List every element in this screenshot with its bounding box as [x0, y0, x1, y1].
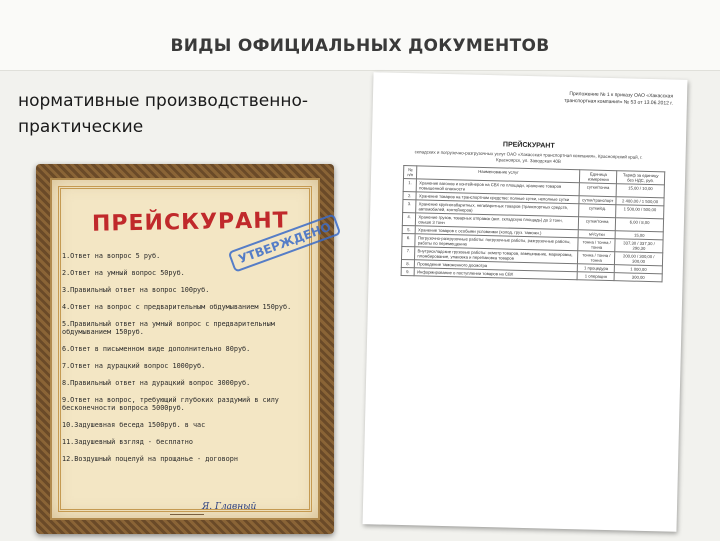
table-cell: м²/сутки: [578, 230, 615, 239]
table-cell: 4.: [402, 212, 416, 225]
table-cell: 15,00 / 10,00: [616, 184, 664, 198]
tariff-table: [401, 165, 666, 282]
table-cell: 15,00: [615, 231, 663, 240]
table-cell: Хранение вагонов и контейнеров на СВХ по площади, хранение товаров повышенной опасности: [417, 179, 580, 196]
table-cell: 1 процедура: [578, 264, 615, 273]
official-document-image: [363, 72, 688, 532]
table-cell: Хранение товаров с особыми условиями (холод, груз. таможн.): [415, 226, 578, 238]
table-cell: сутки/тонна: [579, 217, 616, 231]
price-list-item: 1.Ответ на вопрос 5 руб.: [62, 252, 161, 260]
table-cell: 1.: [403, 178, 417, 191]
table-cell: тонна / тонна / тонна: [578, 238, 615, 252]
table-cell: 6.: [402, 233, 416, 246]
table-cell: 8.: [401, 259, 415, 267]
price-list-item: 10.Задушевная беседа 1500руб. в час: [62, 421, 206, 429]
price-list-item: 7.Ответ на дурацкий вопрос 1000руб.: [62, 362, 206, 370]
table-cell: Информирование о поступлении товаров на СВХ: [414, 268, 577, 280]
price-list-item: 3.Правильный ответ на вопрос 100руб.: [62, 286, 210, 294]
appendix-note: Приложение № 1 к приказу ОАО «Хакасская транспортная компания» № 53 от 13.06.2012 г.: [564, 91, 674, 107]
document-subtitle: складских и погрузочно-разгрузочных услуг ОАО «Хакасская транспортная компания», Красноярский край, г. Красноярск, ул. Заводская 40В: [414, 149, 643, 164]
table-cell: 6,00 / 8,00: [615, 218, 663, 232]
price-list-image: [36, 164, 334, 534]
table-cell: 1 500,00 / 500,00: [616, 205, 664, 219]
price-list-item: 11.Задушевный взгляд - бесплатно: [62, 438, 193, 446]
price-list-title: ПРЕЙСКУРАНТ: [91, 208, 289, 237]
table-header-cell: № п/п: [403, 165, 417, 178]
price-list-item: 12.Воздушный поцелуй на прощанье - договорн: [62, 455, 238, 463]
price-list-items: [62, 252, 312, 472]
table-cell: Хранение грузов, товарных отправок (вкл. складскую площадь) до 3 тонн, свыше 3 тонн: [416, 213, 579, 230]
table-body: [401, 178, 664, 281]
table-cell: Проведение таможенного досмотра: [415, 260, 578, 272]
table-cell: Внутрискладские грузовые работы: осмотр товаров, взвешивание, маркировка, пломбирование, упаковка и перепаковка товаров: [415, 247, 578, 264]
table-cell: 3.: [403, 199, 417, 212]
table-cell: сутки/тонна: [579, 183, 616, 197]
table-header-cell: Тариф за единицу без НДС, руб.: [617, 171, 665, 185]
slide-subtitle: нормативные производственно-практические: [18, 91, 308, 137]
table-header-cell: Единица измерения: [580, 170, 617, 184]
document-title: ПРЕЙСКУРАНТ: [502, 141, 555, 150]
table-cell: 7.: [402, 246, 416, 259]
table-cell: сутки/транспорт: [579, 196, 616, 205]
table-cell: 1 000,00: [614, 265, 662, 274]
table-cell: 337,30 / 337,30 / 290,30: [615, 239, 663, 253]
table-cell: Хранение товаров на транспортном средстве: полные сутки, неполные сутки: [416, 192, 579, 204]
price-list-item: 2.Ответ на умный вопрос 50руб.: [62, 269, 185, 277]
signature-line: [170, 514, 204, 523]
table-cell: 5.: [402, 225, 416, 233]
table-header-cell: Наименование услуг: [417, 166, 580, 183]
signature: Я. Главный: [202, 502, 257, 512]
table-cell: 1 операция: [577, 272, 614, 281]
price-list-item: 8.Правильный ответ на дурацкий вопрос 3000руб.: [62, 379, 251, 387]
table-cell: 300,00: [614, 273, 662, 282]
price-list-sheet: [50, 178, 333, 520]
table-cell: Хранение крупногабаритных, негабаритных товаров (транспортных средств, автомобилей, контейнеров): [416, 200, 579, 217]
table-cell: 2 400,00 / 1 500,00: [616, 197, 664, 206]
table-cell: сутки/ед.: [579, 204, 616, 218]
slide-title: ВИДЫ ОФИЦИАЛЬНЫХ ДОКУМЕНТОВ: [170, 36, 550, 56]
table-cell: 200,00 / 300,00 / 300,00: [615, 252, 663, 266]
price-list-item: 9.Ответ на вопрос, требующий глубоких раздумий в силу бесконечности вопроса 5000руб.: [62, 396, 279, 412]
table-cell: 2.: [403, 191, 417, 199]
price-list-item: 4.Ответ на вопрос с предварительным обдумыванием 150руб.: [62, 303, 292, 311]
table-cell: Погрузочно-разгрузочные работы: погрузочные работы, разгрузочные работы, работы по перемещению: [415, 234, 578, 251]
price-list-item: 5.Правильный ответ на умный вопрос с предварительным обдумыванием 150руб.: [62, 320, 275, 336]
table-cell: тонна / тонна / тонна: [578, 251, 615, 265]
approved-stamp: УТВЕРЖДЕНО: [228, 213, 342, 272]
price-list-item: 6.Ответ в письменном виде дополнительно 80руб.: [62, 345, 251, 353]
table-cell: 9.: [401, 267, 415, 275]
